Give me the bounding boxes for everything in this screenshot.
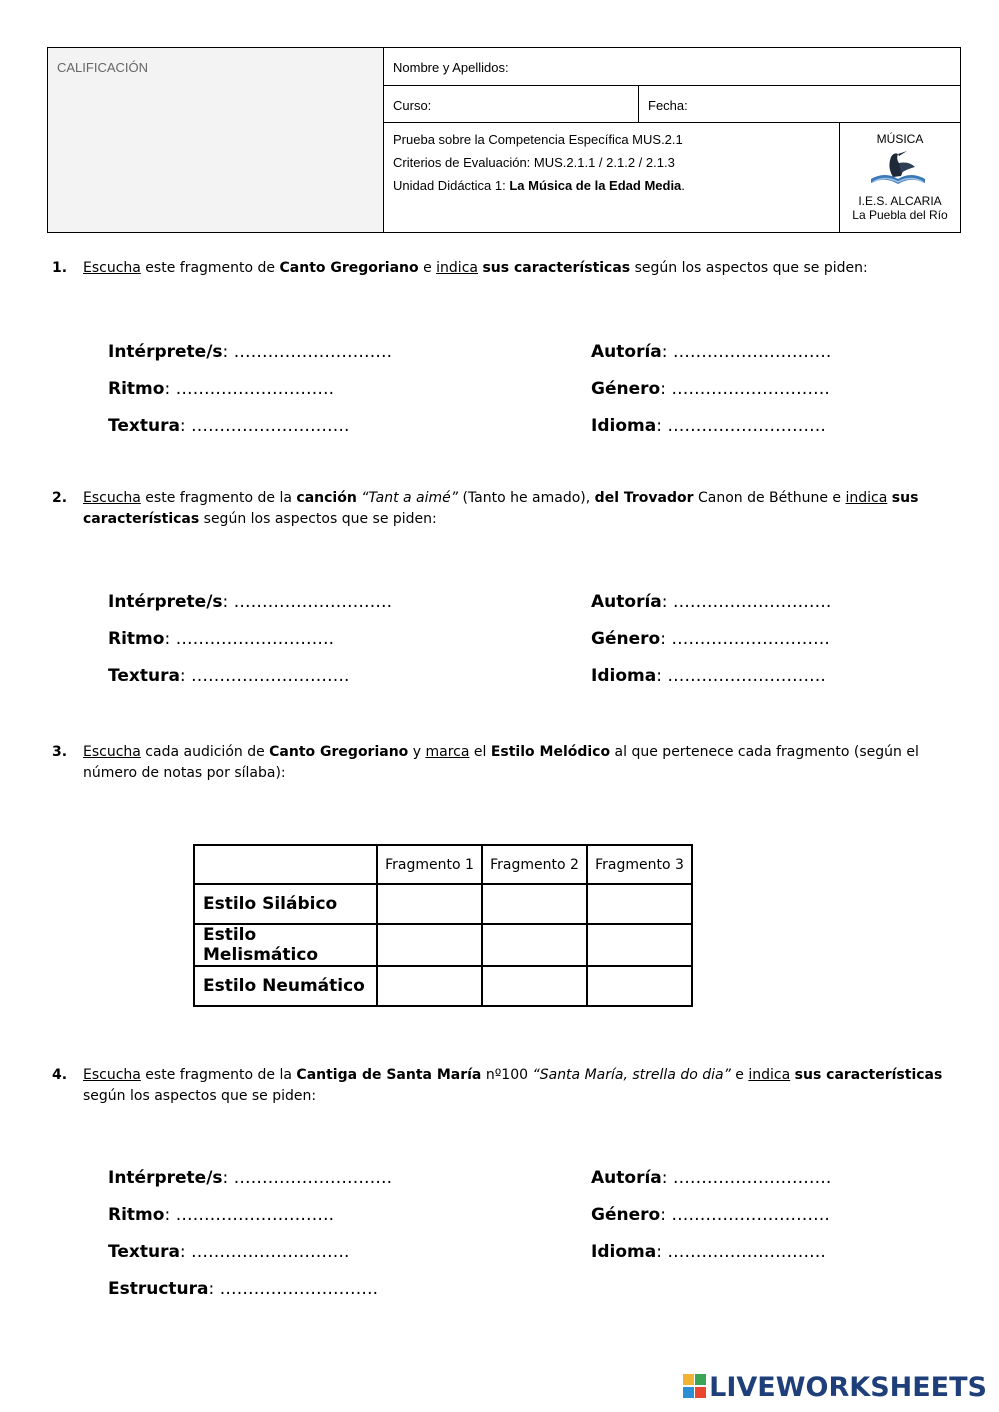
heron-book-icon (869, 149, 927, 187)
table-corner-cell (194, 845, 377, 884)
row-label-melismatico: Estilo Melismático (194, 924, 377, 966)
field-genero[interactable]: Género: ………………………. (591, 1205, 830, 1225)
field-interprete[interactable]: Intérprete/s: ………………………. (108, 1168, 393, 1188)
question-number: 2. (52, 490, 68, 506)
header-fragmento-2: Fragmento 2 (482, 845, 587, 884)
field-interprete[interactable]: Intérprete/s: ………………………. (108, 592, 393, 612)
field-ritmo[interactable]: Ritmo: ………………………. (108, 379, 334, 399)
test-info (384, 123, 840, 232)
question-text: Escucha este fragmento de la canción “Tant a aimé” (Tanto he amado), del Trovador Canon de Béthune e indica sus características según los aspectos que se piden: (83, 490, 919, 527)
answer-cell[interactable] (482, 924, 587, 966)
answer-cell[interactable] (587, 924, 692, 966)
field-genero[interactable]: Género: ………………………. (591, 629, 830, 649)
answer-cell[interactable] (587, 884, 692, 924)
field-textura[interactable]: Textura: ………………………. (108, 1242, 350, 1262)
field-genero[interactable]: Género: ………………………. (591, 379, 830, 399)
table-row (194, 924, 692, 966)
curso-label: Curso: (393, 98, 432, 113)
table-header-row (194, 845, 692, 884)
field-idioma[interactable]: Idioma: ………………………. (591, 416, 826, 436)
row-label-neumatico: Estilo Neumático (194, 966, 377, 1006)
nombre-label: Nombre y Apellidos: (393, 60, 509, 75)
field-ritmo[interactable]: Ritmo: ………………………. (108, 629, 334, 649)
field-textura[interactable]: Textura: ………………………. (108, 666, 350, 686)
header-fragmento-1: Fragmento 1 (377, 845, 482, 884)
question-text: Escucha cada audición de Canto Gregoriano y marca el Estilo Melódico al que pertenece cada fragmento (según el número de notas por sílaba): (83, 744, 919, 781)
school-logo-box (840, 123, 960, 232)
answer-cell[interactable] (377, 966, 482, 1006)
table-row (194, 884, 692, 924)
question-text: Escucha este fragmento de la Cantiga de Santa María nº100 “Santa María, strella do dia” e indica sus características según los aspectos que se piden: (83, 1067, 943, 1104)
question-number: 1. (52, 260, 68, 276)
answer-cell[interactable] (587, 966, 692, 1006)
liveworksheets-logo (683, 1372, 987, 1402)
logo-school-name: I.E.S. ALCARIA (858, 194, 942, 208)
calificacion-box (48, 48, 384, 232)
nombre-field[interactable] (384, 48, 960, 86)
answer-cell[interactable] (377, 924, 482, 966)
field-estructura[interactable]: Estructura: ………………………. (108, 1279, 379, 1299)
curso-field[interactable] (384, 86, 639, 123)
field-autoria[interactable]: Autoría: ………………………. (591, 1168, 832, 1188)
fecha-label: Fecha: (648, 98, 688, 113)
fecha-field[interactable] (639, 86, 960, 123)
info-unidad: Unidad Didáctica 1: La Música de la Edad Media. (393, 178, 685, 193)
info-competencia: Prueba sobre la Competencia Específica MUS.2.1 (393, 132, 683, 147)
logo-school-town: La Puebla del Río (852, 208, 948, 222)
answer-cell[interactable] (377, 884, 482, 924)
logo-subject: MÚSICA (876, 132, 924, 146)
field-idioma[interactable]: Idioma: ………………………. (591, 1242, 826, 1262)
header-table (47, 47, 961, 233)
calificacion-label: CALIFICACIÓN (57, 60, 149, 75)
melodic-style-table (193, 844, 693, 1007)
field-ritmo[interactable]: Ritmo: ………………………. (108, 1205, 334, 1225)
answer-cell[interactable] (482, 966, 587, 1006)
row-label-silabico: Estilo Silábico (194, 884, 377, 924)
field-interprete[interactable]: Intérprete/s: ………………………. (108, 342, 393, 362)
field-autoria[interactable]: Autoría: ………………………. (591, 592, 832, 612)
header-fragmento-3: Fragmento 3 (587, 845, 692, 884)
table-row (194, 966, 692, 1006)
field-autoria[interactable]: Autoría: ………………………. (591, 342, 832, 362)
question-number: 4. (52, 1067, 68, 1083)
info-criterios: Criterios de Evaluación: MUS.2.1.1 / 2.1.2 / 2.1.3 (393, 155, 675, 170)
live-blocks-icon (683, 1374, 707, 1400)
liveworksheets-wordmark: LIVEWORKSHEETS (709, 1371, 987, 1403)
question-text: Escucha este fragmento de Canto Gregoriano e indica sus características según los aspectos que se piden: (83, 260, 868, 276)
field-textura[interactable]: Textura: ………………………. (108, 416, 350, 436)
question-number: 3. (52, 744, 68, 760)
answer-cell[interactable] (482, 884, 587, 924)
field-idioma[interactable]: Idioma: ………………………. (591, 666, 826, 686)
